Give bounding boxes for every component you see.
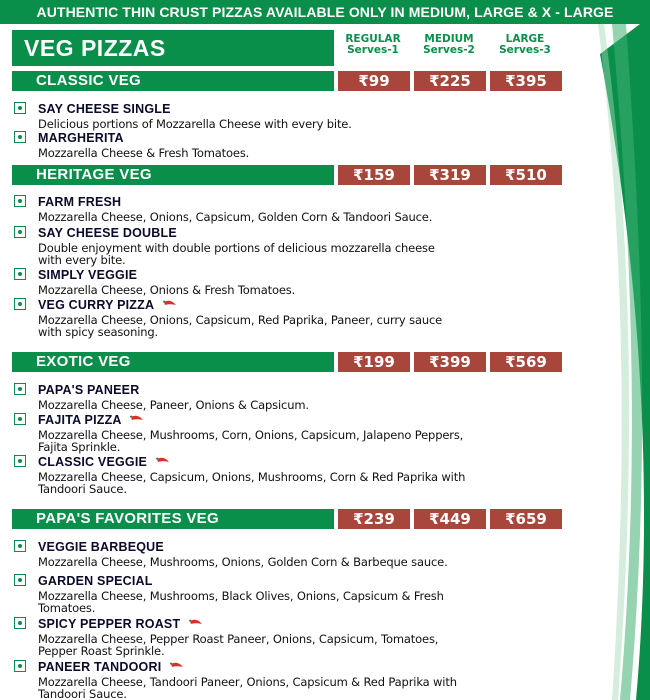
item-name: FARM FRESH [38, 195, 122, 209]
veg-icon [14, 383, 26, 395]
menu-item [14, 266, 559, 296]
item-desc: Double enjoyment with double portions of delicious mozzarella cheese [38, 241, 435, 255]
veg-icon [14, 455, 26, 467]
size-header-regular: REGULAR Serves-1 [345, 33, 401, 56]
chili-icon [156, 456, 170, 464]
chili-icon [130, 414, 144, 422]
item-desc: Tandoori Sauce. [38, 482, 127, 496]
menu-item [14, 572, 559, 614]
veg-icon [14, 298, 26, 310]
price-large: ₹510 [490, 165, 562, 185]
menu-item [14, 129, 559, 159]
item-desc: Mozzarella Cheese, Onions & Fresh Tomatoes. [38, 283, 296, 297]
item-name: VEG CURRY PIZZA [38, 298, 155, 312]
item-name: VEGGIE BARBEQUE [38, 540, 164, 554]
item-desc: Pepper Roast Sprinkle. [38, 644, 165, 658]
chili-icon [170, 661, 184, 669]
item-name: SIMPLY VEGGIE [38, 268, 138, 282]
price-regular: ₹99 [338, 71, 410, 91]
price-regular: ₹159 [338, 165, 410, 185]
section-header-heritage-veg: HERITAGE VEG [12, 165, 334, 185]
menu-item [14, 538, 559, 568]
menu-item [14, 193, 559, 223]
menu-item [14, 615, 559, 657]
menu-item [14, 296, 559, 338]
section-header-papas-favorites-veg: PAPA'S FAVORITES VEG [12, 509, 334, 529]
chili-icon [189, 618, 203, 626]
item-desc: Mozzarella Cheese, Mushrooms, Onions, Golden Corn & Barbeque sauce. [38, 555, 448, 569]
veg-icon [14, 226, 26, 238]
veg-icon [14, 131, 26, 143]
veg-icon [14, 540, 26, 552]
menu-item [14, 453, 559, 495]
menu-item [14, 224, 559, 266]
menu-item [14, 411, 559, 453]
veg-icon [14, 413, 26, 425]
item-desc: with every bite. [38, 253, 126, 267]
item-name: SPICY PEPPER ROAST [38, 617, 181, 631]
section-header-classic-veg: CLASSIC VEG [12, 71, 334, 91]
item-name: GARDEN SPECIAL [38, 574, 153, 588]
price-large: ₹659 [490, 509, 562, 529]
price-medium: ₹449 [414, 509, 486, 529]
price-large: ₹569 [490, 352, 562, 372]
item-name: PANEER TANDOORI [38, 660, 162, 674]
item-desc: Mozzarella Cheese, Paneer, Onions & Capsicum. [38, 398, 309, 412]
price-regular: ₹199 [338, 352, 410, 372]
item-desc: Tandoori Sauce. [38, 687, 127, 700]
item-name: CLASSIC VEGGIE [38, 455, 148, 469]
price-medium: ₹225 [414, 71, 486, 91]
item-desc: Mozzarella Cheese, Onions, Capsicum, Golden Corn & Tandoori Sauce. [38, 210, 433, 224]
item-desc: Mozzarella Cheese & Fresh Tomatoes. [38, 146, 250, 160]
menu-item [14, 658, 559, 700]
item-desc: Mozzarella Cheese, Mushrooms, Black Olives, Onions, Capsicum & Fresh [38, 589, 444, 603]
veg-icon [14, 574, 26, 586]
item-desc: Mozzarella Cheese, Mushrooms, Corn, Onions, Capsicum, Jalapeno Peppers, [38, 428, 464, 442]
section-header-exotic-veg: EXOTIC VEG [12, 352, 334, 372]
size-header-medium: MEDIUM Serves-2 [423, 33, 475, 56]
menu-item [14, 100, 559, 130]
chili-icon [163, 299, 177, 307]
item-desc: Mozzarella Cheese, Tandoori Paneer, Onions, Capsicum & Red Paprika with [38, 675, 457, 689]
top-banner: AUTHENTIC THIN CRUST PIZZAS AVAILABLE ONLY IN MEDIUM, LARGE & X - LARGE [0, 0, 650, 24]
item-desc: Mozzarella Cheese, Pepper Roast Paneer, Onions, Capsicum, Tomatoes, [38, 632, 439, 646]
size-header-large: LARGE Serves-3 [499, 33, 551, 56]
veg-icon [14, 102, 26, 114]
item-desc: Mozzarella Cheese, Capsicum, Onions, Mushrooms, Corn & Red Paprika with [38, 470, 466, 484]
item-desc: Fajita Sprinkle. [38, 440, 121, 454]
item-name: SAY CHEESE DOUBLE [38, 226, 177, 240]
veg-icon [14, 660, 26, 672]
item-desc: Mozzarella Cheese, Onions, Capsicum, Red Paprika, Paneer, curry sauce [38, 313, 443, 327]
item-desc: Delicious portions of Mozzarella Cheese with every bite. [38, 117, 352, 131]
item-desc: with spicy seasoning. [38, 325, 159, 339]
item-name: PAPA'S PANEER [38, 383, 140, 397]
item-name: FAJITA PIZZA [38, 413, 122, 427]
menu-item [14, 381, 559, 411]
veg-icon [14, 268, 26, 280]
page-title: VEG PIZZAS [12, 30, 334, 66]
veg-icon [14, 617, 26, 629]
price-medium: ₹399 [414, 352, 486, 372]
veg-icon [14, 195, 26, 207]
item-name: SAY CHEESE SINGLE [38, 102, 171, 116]
item-desc: Tomatoes. [38, 601, 96, 615]
price-regular: ₹239 [338, 509, 410, 529]
price-medium: ₹319 [414, 165, 486, 185]
item-name: MARGHERITA [38, 131, 124, 145]
price-large: ₹395 [490, 71, 562, 91]
